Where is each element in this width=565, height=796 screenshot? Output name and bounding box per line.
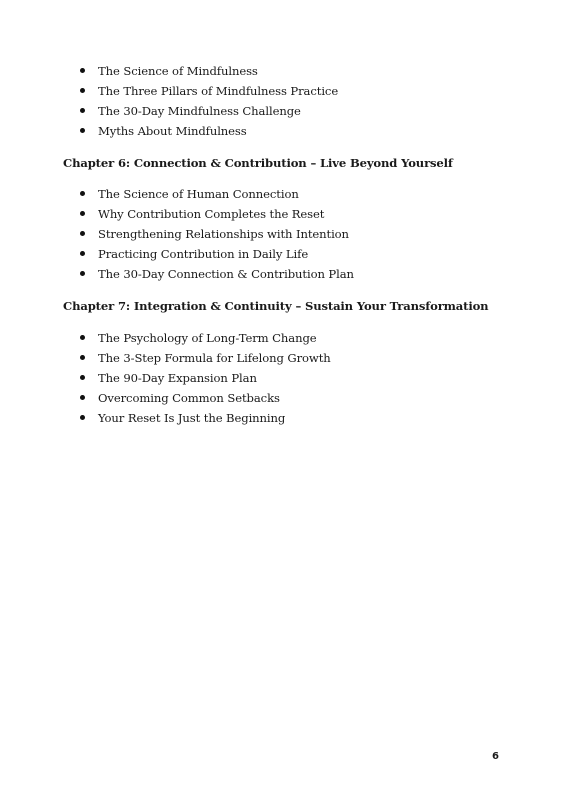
bullet-icon (80, 88, 85, 93)
list-item-text: Why Contribution Completes the Reset (98, 207, 325, 221)
list-item (80, 244, 354, 264)
list-item-text: The Science of Mindfulness (98, 64, 258, 78)
list-item (80, 224, 354, 244)
list-item (80, 408, 331, 428)
bullet-icon (80, 191, 85, 196)
list-item-text: The Psychology of Long-Term Change (98, 331, 317, 345)
chapter-6-heading: Chapter 6: Connection & Contribution – Live Beyond Yourself (63, 156, 453, 170)
page-number: 6 (492, 751, 499, 762)
list-item (80, 264, 354, 284)
bullet-icon (80, 68, 85, 73)
chapter-7-topic-list (80, 328, 331, 428)
bullet-icon (80, 128, 85, 133)
list-item-text: Myths About Mindfulness (98, 124, 247, 138)
list-item (80, 61, 338, 81)
list-item (80, 121, 338, 141)
list-item (80, 368, 331, 388)
chapter-7-heading: Chapter 7: Integration & Continuity – Sustain Your Transformation (63, 299, 489, 313)
bullet-icon (80, 108, 85, 113)
chapter-6-topic-list (80, 184, 354, 284)
list-item (80, 388, 331, 408)
list-item-text: Strengthening Relationships with Intention (98, 227, 349, 241)
list-item-text: Your Reset Is Just the Beginning (98, 411, 286, 425)
list-item-text: The Three Pillars of Mindfulness Practice (98, 84, 339, 98)
list-item (80, 81, 338, 101)
bullet-icon (80, 415, 85, 420)
list-item-text: The 30-Day Connection & Contribution Plan (98, 267, 354, 281)
bullet-icon (80, 335, 85, 340)
bullet-icon (80, 231, 85, 236)
bullet-icon (80, 251, 85, 256)
bullet-icon (80, 395, 85, 400)
bullet-icon (80, 271, 85, 276)
list-item-text: Practicing Contribution in Daily Life (98, 247, 309, 261)
list-item (80, 184, 354, 204)
list-item-text: The Science of Human Connection (98, 187, 299, 201)
list-item (80, 328, 331, 348)
list-item-text: The 90-Day Expansion Plan (98, 371, 257, 385)
chapter-5-topic-list (80, 61, 338, 141)
list-item-text: The 30-Day Mindfulness Challenge (98, 104, 301, 118)
list-item (80, 101, 338, 121)
list-item-text: The 3-Step Formula for Lifelong Growth (98, 351, 331, 365)
list-item (80, 348, 331, 368)
bullet-icon (80, 375, 85, 380)
list-item (80, 204, 354, 224)
list-item-text: Overcoming Common Setbacks (98, 391, 280, 405)
bullet-icon (80, 355, 85, 360)
bullet-icon (80, 211, 85, 216)
